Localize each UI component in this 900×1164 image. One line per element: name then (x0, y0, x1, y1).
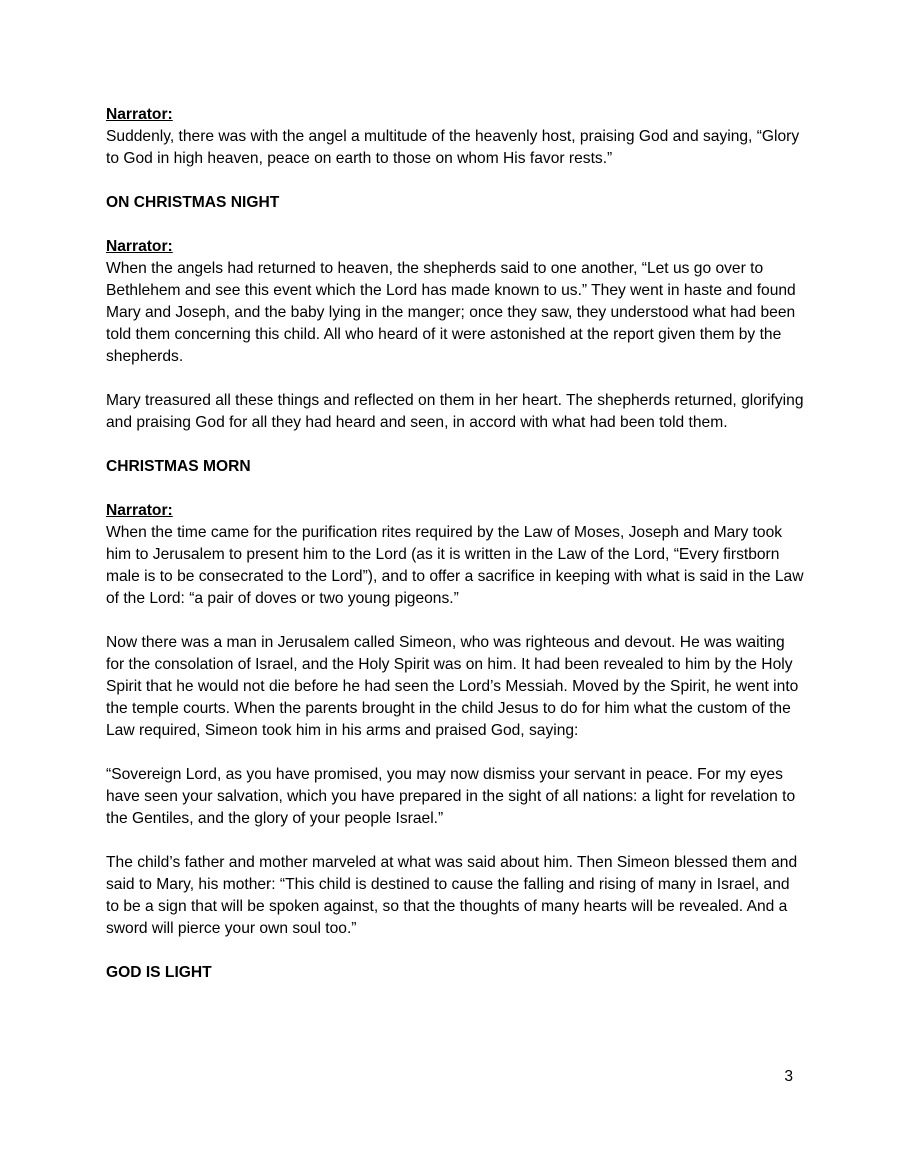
paragraph: When the angels had returned to heaven, the shepherds said to one another, “Let us go over to Bethlehem and see this event which the Lord has made known to us.” They went in haste and found Mary and Joseph, and the baby lying in the manger; once they saw, they understood what had been told them concerning this child. All who heard of it were astonished at the report given them by the shepherds. (106, 260, 796, 365)
narrator-section-3 (106, 500, 806, 940)
paragraph: The child’s father and mother marveled at what was said about him. Then Simeon blessed them and said to Mary, his mother: “This child is destined to cause the falling and rising of many in Israel, and to be a sign that will be spoken against, so that the thoughts of many hearts will be revealed. And a sword will pierce your own soul too.” (106, 854, 798, 937)
section-heading-god-is-light: GOD IS LIGHT (106, 964, 212, 981)
speaker-label: Narrator: (106, 502, 173, 519)
paragraph: Suddenly, there was with the angel a multitude of the heavenly host, praising God and saying, “Glory to God in high heaven, peace on earth to those on whom His favor rests.” (106, 128, 800, 167)
narrator-section-1 (106, 104, 806, 170)
page-number: 3 (784, 1068, 793, 1085)
paragraph: “Sovereign Lord, as you have promised, you may now dismiss your servant in peace. For my eyes have seen your salvation, which you have prepared in the sight of all nations: a light for revelation to the Gentiles, and the glory of your people Israel.” (106, 766, 796, 827)
paragraph: Mary treasured all these things and reflected on them in her heart. The shepherds returned, glorifying and praising God for all they had heard and seen, in accord with what had been told them. (106, 392, 804, 431)
speaker-label: Narrator: (106, 238, 173, 255)
section-heading-christmas-morn: CHRISTMAS MORN (106, 458, 251, 475)
speaker-label: Narrator: (106, 106, 173, 123)
document-page (106, 104, 806, 1006)
section-heading-christmas-night: ON CHRISTMAS NIGHT (106, 194, 280, 211)
paragraph: When the time came for the purification rites required by the Law of Moses, Joseph and Mary took him to Jerusalem to present him to the Lord (as it is written in the Law of the Lord, “Every firstborn male is to be consecrated to the Lord”), and to offer a sacrifice in keeping with what is said in the Law of the Lord: “a pair of doves or two young pigeons.” (106, 524, 804, 607)
narrator-section-2 (106, 236, 806, 434)
paragraph: Now there was a man in Jerusalem called Simeon, who was righteous and devout. He was waiting for the consolation of Israel, and the Holy Spirit was on him. It had been revealed to him by the Holy Spirit that he would not die before he had seen the Lord’s Messiah. Moved by the Spirit, he went into the temple courts. When the parents brought in the child Jesus to do for him what the custom of the Law required, Simeon took him in his arms and praised God, saying: (106, 634, 799, 739)
